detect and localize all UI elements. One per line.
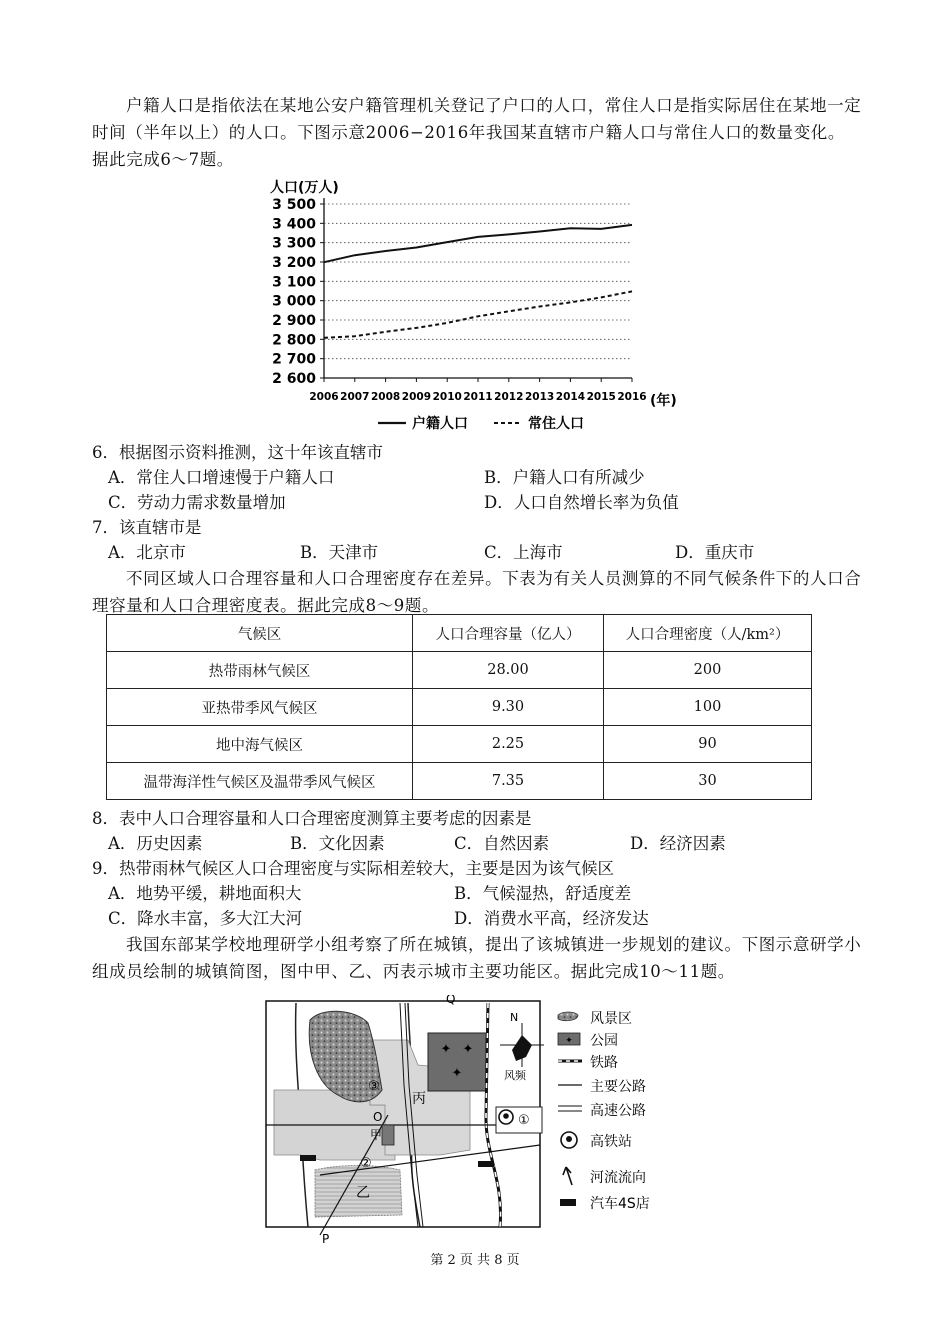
- label-n: N: [510, 1011, 519, 1024]
- table-row: [107, 652, 812, 689]
- table-cell: 7.35: [413, 763, 604, 800]
- q7-option-d: D．重庆市: [675, 543, 755, 562]
- table-row: [107, 726, 812, 763]
- table-header-cell: 气候区: [107, 615, 413, 652]
- climate-population-table: [106, 614, 812, 800]
- legend-huji-label: 户籍人口: [412, 416, 468, 432]
- y-tick-label: 3 500: [272, 197, 316, 213]
- legend-river-flow-label: 河流流向: [590, 1170, 646, 1186]
- y-tick-label: 3 100: [272, 274, 316, 291]
- y-tick-label: 3 200: [272, 255, 316, 271]
- q6-option-d: D．人口自然增长率为负值: [484, 493, 679, 512]
- q9-option-c: C．降水丰富，多大江大河: [108, 909, 303, 928]
- x-tick-label: 2013: [524, 391, 555, 403]
- q8-option-b: B．文化因素: [290, 834, 385, 853]
- table-cell: 亚热带季风气候区: [107, 689, 413, 726]
- x-tick-label: 2008: [370, 391, 401, 403]
- x-tick-label: 2015: [586, 391, 616, 403]
- label-wind-frequency: 风频: [504, 1069, 526, 1082]
- page-footer: 第 2 页 共 8 页: [430, 1253, 520, 1268]
- chart-legend: [378, 415, 584, 432]
- q6-option-b: B．户籍人口有所减少: [484, 468, 645, 487]
- map-legend: [558, 1011, 650, 1212]
- table-header-row: [107, 615, 812, 652]
- x-tick-label: 2016: [617, 391, 647, 403]
- intro-paragraph-2: 不同区域人口合理容量和人口合理密度存在差异。下表为有关人员测算的不同气候条件下的人口合理容量和人口合理密度表。据此完成8～9题。: [92, 569, 862, 615]
- x-axis-label: (年): [650, 393, 677, 409]
- y-tick-label: 2 800: [272, 332, 316, 349]
- q9-option-b: B．气候湿热，舒适度差: [454, 884, 632, 903]
- table-cell: 热带雨林气候区: [107, 652, 413, 689]
- park-star: ✦: [451, 1066, 463, 1081]
- y-tick-label: 2 600: [272, 371, 316, 387]
- park: [428, 1033, 486, 1091]
- q7-option-b: B．天津市: [300, 543, 379, 562]
- y-tick-label: 2 700: [272, 351, 316, 368]
- q8-option-c: C．自然因素: [454, 834, 550, 853]
- y-tick-label: 3 400: [272, 216, 316, 233]
- legend-expressway-label: 高速公路: [590, 1103, 646, 1119]
- legend-railway-label: 铁路: [590, 1055, 618, 1071]
- intro-paragraph-3: 我国东部某学校地理研学小组考察了所在城镇，提出了该城镇进一步规划的建议。下图示意研学小组成员绘制的城镇简图，图中甲、乙、丙表示城市主要功能区。据此完成10～11题。: [92, 935, 862, 981]
- legend-changzhu-label: 常住人口: [528, 416, 584, 432]
- table-header-cell: 人口合理容量（亿人）: [413, 615, 604, 652]
- label-c2: ②: [360, 1156, 372, 1171]
- legend-river-flow-icon: [563, 1167, 572, 1185]
- q8-option-a: A．历史因素: [108, 834, 203, 853]
- x-tick-label: 2006: [309, 391, 339, 403]
- car-4s-shop: [300, 1155, 316, 1161]
- q7-option-c: C．上海市: [484, 543, 563, 562]
- zone-jia-block: [382, 1125, 394, 1145]
- label-bing: 丙: [412, 1091, 426, 1107]
- y-tick-label: 2 900: [272, 313, 316, 329]
- legend-4s-label: 汽车4S店: [590, 1196, 650, 1212]
- q6-option-a: A．常住人口增速慢于户籍人口: [108, 468, 335, 487]
- q6-stem: 6．根据图示资料推测，这十年该直辖市: [92, 443, 383, 462]
- table-cell: 温带海洋性气候区及温带季风气候区: [107, 763, 413, 800]
- x-tick-label: 2010: [432, 391, 462, 403]
- x-tick-label: 2012: [494, 391, 524, 403]
- x-tick-label: 2009: [401, 391, 432, 403]
- table-cell: 9.30: [413, 689, 604, 726]
- y-axis-label: 人口(万人): [270, 180, 339, 196]
- town-map: [260, 995, 700, 1245]
- table-cell: 28.00: [413, 652, 604, 689]
- table-cell: 90: [604, 726, 812, 763]
- table-row: [107, 689, 812, 726]
- table-header-cell: 人口合理密度（人/km²）: [604, 615, 812, 652]
- table-row: [107, 763, 812, 800]
- x-tick-label: 2011: [463, 391, 493, 403]
- table-cell: 地中海气候区: [107, 726, 413, 763]
- legend-park-label: 公园: [590, 1033, 618, 1049]
- q6-option-c: C．劳动力需求数量增加: [108, 493, 286, 512]
- car-4s-shop: [478, 1161, 494, 1167]
- table-cell: 30: [604, 763, 812, 800]
- population-line-chart: [260, 172, 690, 437]
- legend-scenic-icon: [558, 1012, 578, 1021]
- series-line-huji: [324, 225, 632, 262]
- park-star: ✦: [462, 1042, 474, 1057]
- q9-stem: 9．热带雨林气候区人口合理密度与实际相差较大，主要是因为该气候区: [92, 859, 614, 878]
- park-star: ✦: [440, 1042, 452, 1057]
- label-p: P: [322, 1232, 330, 1245]
- intro-paragraph-1: 户籍人口是指依法在某地公安户籍管理机关登记了户口的人口，常住人口是指实际居住在某地一定时间（半年以上）的人口。下图示意2006−2016年我国某直辖市户籍人口与常住人口的数量变化。据此完成6～7题。: [92, 96, 862, 169]
- svg-text:✦: ✦: [565, 1036, 573, 1046]
- q9-option-d: D．消费水平高，经济发达: [454, 909, 649, 928]
- label-q: Q: [446, 995, 456, 1006]
- q9-option-a: A．地势平缓，耕地面积大: [108, 884, 302, 903]
- q7-stem: 7．该直辖市是: [92, 518, 202, 537]
- y-tick-label: 3 300: [272, 235, 316, 252]
- x-tick-label: 2014: [555, 391, 586, 403]
- label-jia: 甲: [370, 1128, 383, 1142]
- table-cell: 2.25: [413, 726, 604, 763]
- q8-stem: 8．表中人口合理容量和人口合理密度测算主要考虑的因素是: [92, 809, 532, 828]
- table-cell: 200: [604, 652, 812, 689]
- q7-option-a: A．北京市: [108, 543, 186, 562]
- table-cell: 100: [604, 689, 812, 726]
- label-yi: 乙: [356, 1185, 370, 1201]
- legend-scenic-label: 风景区: [590, 1011, 632, 1027]
- series-line-changzhu: [324, 291, 632, 337]
- legend-4s-icon: [560, 1199, 576, 1206]
- x-tick-label: 2007: [340, 391, 370, 403]
- y-tick-label: 3 000: [272, 293, 316, 310]
- label-c1: ①: [518, 1113, 530, 1128]
- label-o: O: [373, 1110, 383, 1124]
- legend-station-label: 高铁站: [590, 1134, 632, 1150]
- label-c3: ③: [368, 1079, 380, 1094]
- q8-option-d: D．经济因素: [630, 834, 726, 853]
- legend-main-road-label: 主要公路: [590, 1079, 646, 1095]
